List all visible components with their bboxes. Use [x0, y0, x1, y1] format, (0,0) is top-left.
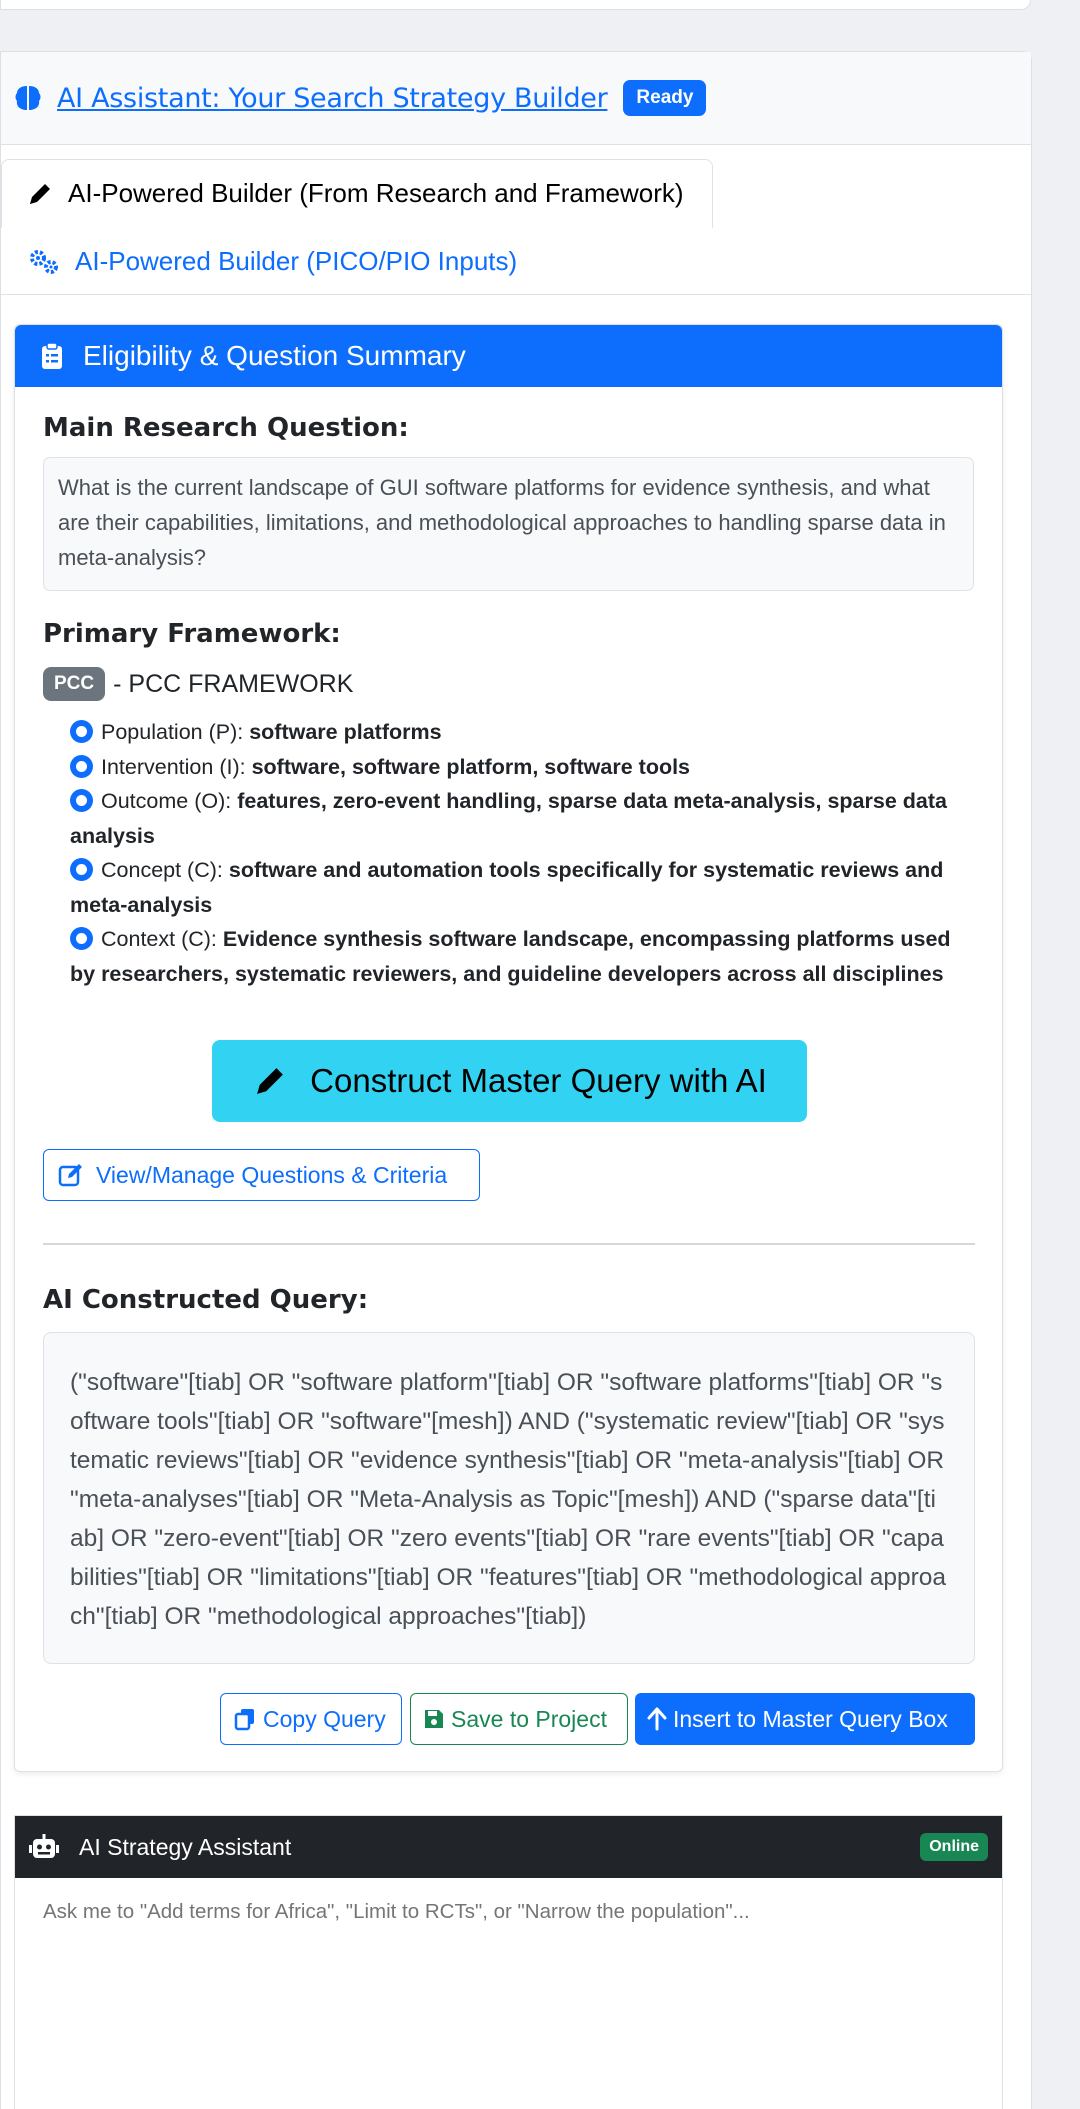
- ai-query-heading: AI Constructed Query:: [43, 1285, 369, 1315]
- framework-line: [43, 667, 974, 701]
- view-button-label: View/Manage Questions & Criteria: [96, 1161, 448, 1188]
- element-value: software and automation tools specifically for systematic reviews and meta-analysis: [70, 858, 944, 917]
- tab-research-framework[interactable]: [1, 159, 713, 228]
- assistant-header: [15, 1816, 1002, 1878]
- builder-tabs: [1, 145, 1031, 295]
- tab-label: AI-Powered Builder (From Research and Framework): [68, 178, 684, 208]
- framework-badge: PCC: [43, 667, 105, 701]
- online-status-badge: Online: [920, 1833, 988, 1861]
- save-button-label: Save to Project: [451, 1705, 607, 1732]
- tab-pico-inputs[interactable]: [1, 228, 517, 295]
- element-value: software, software platform, software tools: [251, 754, 691, 779]
- circle-dot-icon: [70, 720, 93, 743]
- element-label: Intervention (I):: [101, 754, 252, 779]
- tab-label: AI-Powered Builder (PICO/PIO Inputs): [75, 246, 518, 276]
- gears-icon: [27, 248, 61, 276]
- framework-elements-list: [43, 715, 974, 991]
- ai-query-output[interactable]: ("software"[tiab] OR "software platform"[tiab] OR "software platforms"[tiab] OR "software tools"[tiab] OR "software"[mesh]) AND ("systematic review"[tiab] OR "systematic reviews"[tiab] OR "evidence synthesis"[tiab] OR "meta-analysis"[tiab] OR "meta-analyses"[tiab] OR "Meta-Analysis as Topic"[mesh]) AND ("sparse data"[tiab] OR "zero-event"[tiab] OR "zero events"[tiab] OR "rare events"[tiab] OR "capabilities"[tiab] OR "limitations"[tiab] OR "features"[tiab] OR "methodological approach"[tiab] OR "methodological approaches"[tiab]): [43, 1332, 975, 1664]
- page-background-gutter: [1032, 0, 1080, 2109]
- list-item: [70, 750, 974, 785]
- page-title-link[interactable]: AI Assistant: Your Search Strategy Builder: [57, 82, 608, 114]
- divider: [43, 1243, 975, 1245]
- copy-button-label: Copy Query: [263, 1705, 386, 1732]
- circle-dot-icon: [70, 927, 93, 950]
- previous-card-bottom: [0, 0, 1031, 10]
- framework-name: - PCC FRAMEWORK: [113, 669, 354, 698]
- insert-button-label: Insert to Master Query Box: [673, 1705, 948, 1732]
- construct-button-label: Construct Master Query with AI: [310, 1062, 767, 1099]
- list-item: [70, 853, 974, 922]
- eligibility-summary-card: [14, 324, 1003, 1772]
- status-badge: Ready: [623, 80, 706, 116]
- arrow-up-icon: [647, 1707, 667, 1731]
- element-label: Context (C):: [101, 927, 223, 951]
- framework-heading: Primary Framework:: [43, 619, 341, 649]
- eligibility-header: [15, 325, 1002, 387]
- element-label: Concept (C):: [101, 858, 229, 882]
- pencil-icon: [26, 180, 54, 208]
- element-value: features, zero-event handling, sparse data meta-analysis, sparse data analysis: [70, 789, 947, 848]
- save-to-project-button[interactable]: [410, 1693, 628, 1745]
- copy-icon: [233, 1707, 257, 1731]
- circle-dot-icon: [70, 755, 93, 778]
- main-question-text: What is the current landscape of GUI software platforms for evidence synthesis, and what are their capabilities, limitations, and methodological approaches to handling sparse data in meta-analysis?: [43, 457, 974, 591]
- element-value: Evidence synthesis software landscape, encompassing platforms used by researchers, systematic reviewers, and guideline developers across all disciplines: [70, 927, 951, 986]
- circle-dot-icon: [70, 858, 93, 881]
- circle-dot-icon: [70, 789, 93, 812]
- construct-query-button[interactable]: [212, 1040, 807, 1122]
- list-item: [70, 715, 974, 750]
- assistant-title: AI Strategy Assistant: [79, 1833, 292, 1860]
- insert-master-query-button[interactable]: [635, 1693, 975, 1745]
- brain-icon: [13, 83, 43, 113]
- assistant-chat-input[interactable]: [43, 1900, 973, 1924]
- floppy-disk-icon: [423, 1708, 445, 1730]
- element-label: Population (P):: [101, 720, 250, 744]
- element-value: software platforms: [249, 720, 442, 744]
- list-item: [70, 922, 974, 991]
- edit-icon: [58, 1162, 84, 1188]
- card-header: [1, 52, 1031, 145]
- pencil-icon: [252, 1063, 288, 1099]
- ai-strategy-assistant-card: [14, 1815, 1003, 2109]
- main-question-heading: Main Research Question:: [43, 413, 409, 443]
- list-item: [70, 784, 974, 853]
- robot-icon: [29, 1834, 59, 1860]
- element-label: Outcome (O):: [101, 789, 238, 813]
- view-manage-questions-button[interactable]: [43, 1149, 480, 1201]
- eligibility-title: Eligibility & Question Summary: [83, 340, 466, 371]
- clipboard-icon: [41, 342, 63, 370]
- copy-query-button[interactable]: [220, 1693, 402, 1745]
